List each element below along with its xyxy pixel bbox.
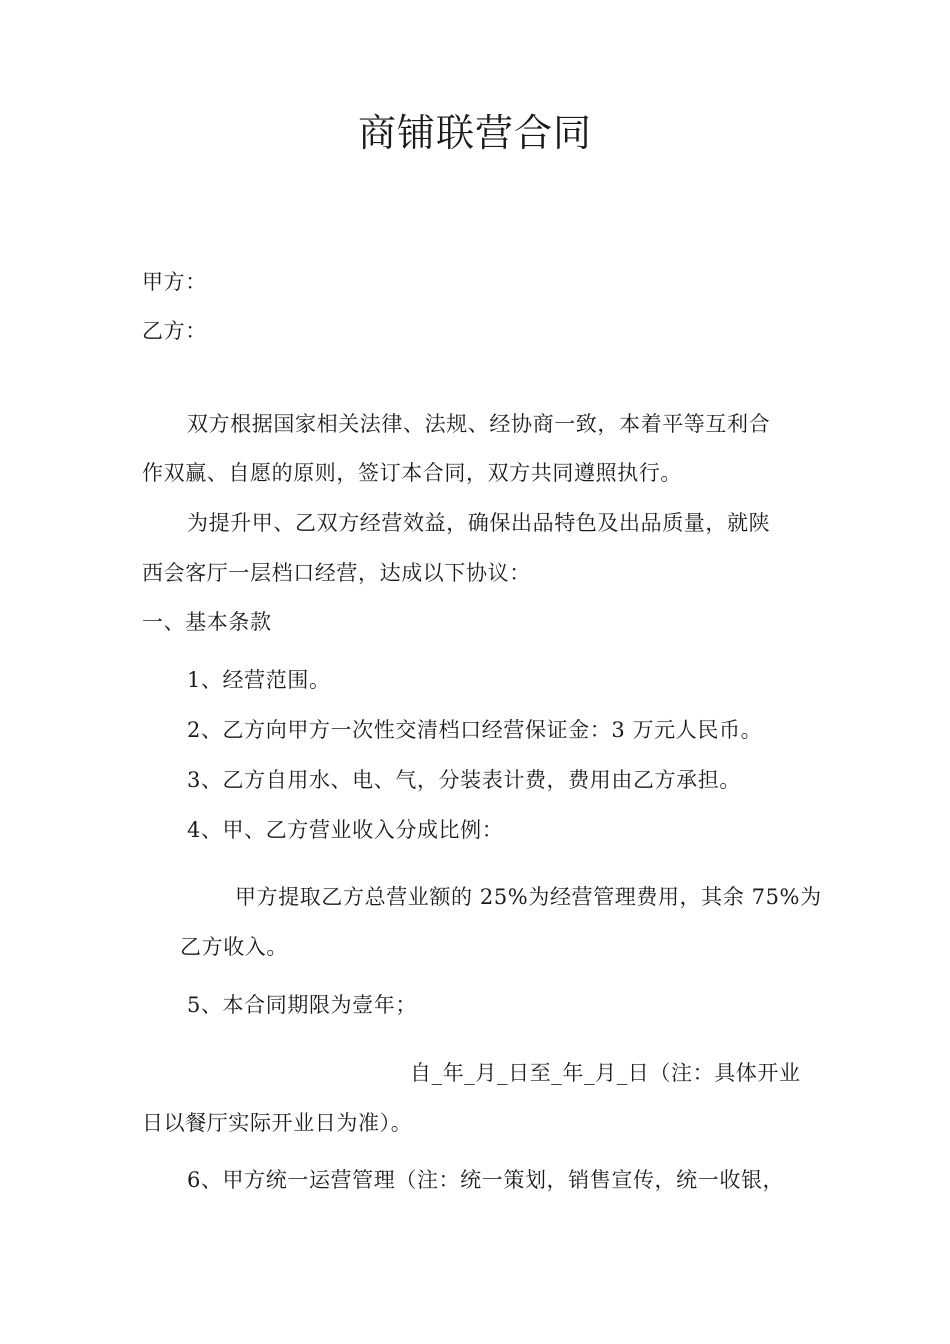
clause-1: 1、经营范围。 — [187, 668, 331, 692]
intro-paragraph-2-line-1: 为提升甲、乙双方经营效益，确保出品特色及出品质量，就陕 — [187, 511, 771, 535]
clause-4-detail-line-1: 甲方提取乙方总营业额的 25%为经营管理费用，其余 75%为 — [235, 885, 822, 909]
clause-6: 6、甲方统一运营管理（注：统一策划，销售宣传，统一收银， — [187, 1168, 785, 1192]
clause-4: 4、甲、乙方营业收入分成比例： — [187, 818, 504, 842]
clause-5: 5、本合同期限为壹年； — [187, 993, 417, 1017]
document-title: 商铺联营合同 — [357, 111, 592, 155]
clause-5-detail-line-2: 日以餐厅实际开业日为准）。 — [142, 1111, 413, 1135]
party-a-label: 甲方： — [142, 270, 207, 294]
clause-2: 2、乙方向甲方一次性交清档口经营保证金：3 万元人民币。 — [187, 718, 763, 742]
clause-5-detail-line-1: 自_年_月_日至_年_月_日（注：具体开业 — [410, 1061, 801, 1085]
clause-4-detail-line-2: 乙方收入。 — [180, 935, 288, 959]
intro-paragraph-1-line-1: 双方根据国家相关法律、法规、经协商一致，本着平等互利合 — [187, 412, 771, 436]
clause-3: 3、乙方自用水、电、气，分装表计费，费用由乙方承担。 — [187, 768, 741, 792]
intro-paragraph-1-line-2: 作双赢、自愿的原则，签订本合同，双方共同遵照执行。 — [142, 461, 682, 485]
intro-paragraph-2-line-2: 西会客厅一层档口经营，达成以下协议： — [142, 561, 531, 585]
section-heading-basic-terms: 一、基本条款 — [142, 610, 272, 634]
party-b-label: 乙方： — [142, 319, 207, 343]
